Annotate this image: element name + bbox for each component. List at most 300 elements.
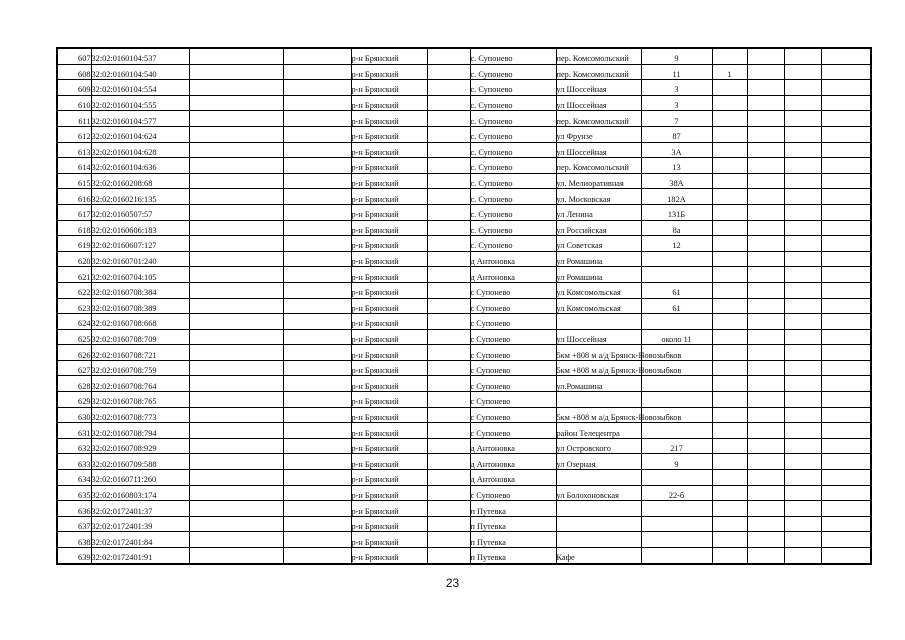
row-number: 623	[57, 298, 91, 314]
district-cell: р-н Брянский	[351, 80, 427, 96]
street-cell: район Телецентра	[556, 423, 641, 439]
empty-cell	[821, 220, 871, 236]
house-cell: 87	[641, 126, 712, 142]
cadastral-number: 32:02:0160708:709	[91, 329, 189, 345]
empty-cell	[427, 282, 470, 298]
corpus-cell	[712, 392, 747, 408]
corpus-cell	[712, 454, 747, 470]
table-row	[57, 267, 871, 283]
street-cell: Кафе	[556, 548, 641, 564]
corpus-cell	[712, 204, 747, 220]
street-cell: ул Озерная	[556, 454, 641, 470]
house-cell: около 11	[641, 329, 712, 345]
empty-cell	[283, 142, 351, 158]
empty-cell	[747, 282, 784, 298]
row-number: 637	[57, 516, 91, 532]
house-cell	[641, 423, 712, 439]
empty-cell	[784, 204, 821, 220]
empty-cell	[747, 392, 784, 408]
empty-cell	[283, 95, 351, 111]
empty-cell	[747, 126, 784, 142]
corpus-cell	[712, 158, 747, 174]
house-cell	[641, 251, 712, 267]
empty-cell	[784, 48, 821, 64]
house-cell: 61	[641, 298, 712, 314]
registry-table-body	[57, 48, 871, 564]
corpus-cell	[712, 438, 747, 454]
district-cell: р-н Брянский	[351, 204, 427, 220]
row-number: 635	[57, 485, 91, 501]
empty-cell	[427, 532, 470, 548]
empty-cell	[189, 48, 283, 64]
empty-cell	[189, 204, 283, 220]
table-row	[57, 485, 871, 501]
empty-cell	[427, 48, 470, 64]
empty-cell	[189, 111, 283, 127]
house-cell: 12	[641, 236, 712, 252]
settlement-cell: д Антоновка	[470, 438, 556, 454]
empty-cell	[747, 329, 784, 345]
empty-cell	[283, 532, 351, 548]
settlement-cell: с. Супонево	[470, 80, 556, 96]
empty-cell	[821, 111, 871, 127]
corpus-cell	[712, 298, 747, 314]
street-cell: пер. Комсомольский	[556, 48, 641, 64]
district-cell: р-н Брянский	[351, 392, 427, 408]
empty-cell	[821, 470, 871, 486]
corpus-cell	[712, 532, 747, 548]
empty-cell	[427, 360, 470, 376]
street-cell: ул Комсомольская	[556, 298, 641, 314]
empty-cell	[189, 470, 283, 486]
cadastral-number: 32:02:0172401:37	[91, 501, 189, 517]
cadastral-number: 32:02:0160708:668	[91, 314, 189, 330]
settlement-cell: с. Супонево	[470, 142, 556, 158]
empty-cell	[189, 438, 283, 454]
empty-cell	[747, 532, 784, 548]
empty-cell	[747, 454, 784, 470]
row-number: 628	[57, 376, 91, 392]
district-cell: р-н Брянский	[351, 220, 427, 236]
district-cell: р-н Брянский	[351, 267, 427, 283]
empty-cell	[784, 516, 821, 532]
empty-cell	[821, 189, 871, 205]
empty-cell	[784, 548, 821, 564]
street-cell: пер. Комсомольский	[556, 158, 641, 174]
row-number: 626	[57, 345, 91, 361]
house-cell	[641, 314, 712, 330]
empty-cell	[427, 470, 470, 486]
empty-cell	[747, 111, 784, 127]
row-number: 619	[57, 236, 91, 252]
empty-cell	[784, 407, 821, 423]
cadastral-number: 32:02:0160708:389	[91, 298, 189, 314]
house-cell	[641, 392, 712, 408]
empty-cell	[747, 80, 784, 96]
empty-cell	[283, 329, 351, 345]
corpus-cell	[712, 345, 747, 361]
corpus-cell	[712, 220, 747, 236]
house-cell: 182А	[641, 189, 712, 205]
house-cell	[641, 516, 712, 532]
registry-table	[56, 47, 872, 565]
cadastral-number: 32:02:0160711:260	[91, 470, 189, 486]
district-cell: р-н Брянский	[351, 158, 427, 174]
empty-cell	[283, 126, 351, 142]
district-cell: р-н Брянский	[351, 126, 427, 142]
empty-cell	[189, 189, 283, 205]
row-number: 608	[57, 64, 91, 80]
empty-cell	[747, 189, 784, 205]
empty-cell	[283, 158, 351, 174]
district-cell: р-н Брянский	[351, 423, 427, 439]
corpus-cell	[712, 501, 747, 517]
empty-cell	[427, 236, 470, 252]
empty-cell	[747, 236, 784, 252]
empty-cell	[427, 189, 470, 205]
empty-cell	[427, 173, 470, 189]
street-cell: ул Ромашина	[556, 251, 641, 267]
empty-cell	[784, 64, 821, 80]
cadastral-number: 32:02:0160104:577	[91, 111, 189, 127]
empty-cell	[784, 438, 821, 454]
empty-cell	[784, 329, 821, 345]
empty-cell	[784, 470, 821, 486]
empty-cell	[189, 314, 283, 330]
empty-cell	[747, 220, 784, 236]
cadastral-number: 32:02:0160104:555	[91, 95, 189, 111]
row-number: 638	[57, 532, 91, 548]
empty-cell	[784, 111, 821, 127]
district-cell: р-н Брянский	[351, 532, 427, 548]
table-row	[57, 454, 871, 470]
settlement-cell: с Супонево	[470, 298, 556, 314]
table-row	[57, 501, 871, 517]
table-row	[57, 236, 871, 252]
empty-cell	[189, 501, 283, 517]
empty-cell	[747, 376, 784, 392]
table-row	[57, 360, 871, 376]
corpus-cell	[712, 548, 747, 564]
street-cell	[556, 516, 641, 532]
table-row	[57, 548, 871, 564]
table-row	[57, 220, 871, 236]
empty-cell	[283, 376, 351, 392]
district-cell: р-н Брянский	[351, 329, 427, 345]
corpus-cell	[712, 407, 747, 423]
house-cell: 61	[641, 282, 712, 298]
street-cell: ул Шоссейная	[556, 80, 641, 96]
corpus-cell	[712, 485, 747, 501]
empty-cell	[283, 298, 351, 314]
empty-cell	[283, 516, 351, 532]
row-number: 630	[57, 407, 91, 423]
row-number: 627	[57, 360, 91, 376]
street-cell	[556, 314, 641, 330]
table-row	[57, 189, 871, 205]
district-cell: р-н Брянский	[351, 189, 427, 205]
empty-cell	[189, 142, 283, 158]
empty-cell	[784, 267, 821, 283]
empty-cell	[821, 392, 871, 408]
empty-cell	[821, 64, 871, 80]
row-number: 617	[57, 204, 91, 220]
empty-cell	[189, 548, 283, 564]
empty-cell	[747, 173, 784, 189]
corpus-cell	[712, 111, 747, 127]
settlement-cell: с Супонево	[470, 376, 556, 392]
empty-cell	[427, 64, 470, 80]
empty-cell	[283, 111, 351, 127]
empty-cell	[427, 158, 470, 174]
street-cell: ул Фрунзе	[556, 126, 641, 142]
empty-cell	[747, 470, 784, 486]
cadastral-number: 32:02:0160708:759	[91, 360, 189, 376]
empty-cell	[189, 407, 283, 423]
street-cell: ул Ромашина	[556, 267, 641, 283]
street-cell: ул Ленина	[556, 204, 641, 220]
empty-cell	[427, 485, 470, 501]
table-row	[57, 298, 871, 314]
empty-cell	[747, 64, 784, 80]
corpus-cell	[712, 314, 747, 330]
house-cell: 131Б	[641, 204, 712, 220]
district-cell: р-н Брянский	[351, 548, 427, 564]
empty-cell	[784, 454, 821, 470]
empty-cell	[784, 485, 821, 501]
empty-cell	[747, 204, 784, 220]
cadastral-number: 32:02:0160708:384	[91, 282, 189, 298]
empty-cell	[784, 501, 821, 517]
district-cell: р-н Брянский	[351, 173, 427, 189]
street-cell: пер. Комсомольский	[556, 111, 641, 127]
settlement-cell: с. Супонево	[470, 48, 556, 64]
cadastral-number: 32:02:0160701:240	[91, 251, 189, 267]
empty-cell	[189, 95, 283, 111]
settlement-cell: с. Супонево	[470, 220, 556, 236]
empty-cell	[283, 80, 351, 96]
house-cell	[641, 548, 712, 564]
empty-cell	[427, 204, 470, 220]
empty-cell	[821, 267, 871, 283]
cadastral-number: 32:02:0160208:68	[91, 173, 189, 189]
table-row	[57, 204, 871, 220]
empty-cell	[747, 438, 784, 454]
house-cell: 217	[641, 438, 712, 454]
empty-cell	[821, 251, 871, 267]
corpus-cell	[712, 126, 747, 142]
table-row	[57, 48, 871, 64]
settlement-cell: с. Супонево	[470, 64, 556, 80]
empty-cell	[427, 95, 470, 111]
empty-cell	[821, 501, 871, 517]
street-cell: пер. Комсомольский	[556, 64, 641, 80]
table-row	[57, 407, 871, 423]
empty-cell	[784, 158, 821, 174]
table-row	[57, 438, 871, 454]
row-number: 607	[57, 48, 91, 64]
cadastral-number: 32:02:0172401:84	[91, 532, 189, 548]
empty-cell	[283, 220, 351, 236]
row-number: 615	[57, 173, 91, 189]
empty-cell	[784, 251, 821, 267]
district-cell: р-н Брянский	[351, 360, 427, 376]
empty-cell	[747, 267, 784, 283]
street-cell: ул Советская	[556, 236, 641, 252]
cadastral-number: 32:02:0160709:588	[91, 454, 189, 470]
empty-cell	[189, 298, 283, 314]
table-row	[57, 95, 871, 111]
corpus-cell	[712, 48, 747, 64]
empty-cell	[784, 80, 821, 96]
empty-cell	[821, 48, 871, 64]
settlement-cell: с. Супонево	[470, 111, 556, 127]
empty-cell	[747, 407, 784, 423]
empty-cell	[784, 423, 821, 439]
empty-cell	[821, 345, 871, 361]
district-cell: р-н Брянский	[351, 501, 427, 517]
empty-cell	[821, 329, 871, 345]
table-row	[57, 345, 871, 361]
empty-cell	[784, 126, 821, 142]
empty-cell	[821, 516, 871, 532]
empty-cell	[283, 501, 351, 517]
empty-cell	[427, 423, 470, 439]
settlement-cell: п Путевка	[470, 516, 556, 532]
empty-cell	[821, 142, 871, 158]
settlement-cell: с Супонево	[470, 360, 556, 376]
district-cell: р-н Брянский	[351, 142, 427, 158]
district-cell: р-н Брянский	[351, 376, 427, 392]
empty-cell	[189, 282, 283, 298]
row-number: 621	[57, 267, 91, 283]
row-number: 611	[57, 111, 91, 127]
cadastral-number: 32:02:0160704:105	[91, 267, 189, 283]
empty-cell	[821, 126, 871, 142]
corpus-cell	[712, 173, 747, 189]
empty-cell	[747, 501, 784, 517]
street-cell: ул.Ромашина	[556, 376, 641, 392]
street-cell	[556, 470, 641, 486]
empty-cell	[784, 236, 821, 252]
street-cell: 5км +808 м а/д Брянск-Новозыбков	[556, 360, 641, 376]
empty-cell	[821, 360, 871, 376]
empty-cell	[189, 251, 283, 267]
empty-cell	[821, 314, 871, 330]
street-cell	[556, 501, 641, 517]
cadastral-number: 32:02:0160606:183	[91, 220, 189, 236]
district-cell: р-н Брянский	[351, 314, 427, 330]
cadastral-number: 32:02:0160708:929	[91, 438, 189, 454]
house-cell: 9	[641, 48, 712, 64]
settlement-cell: с Супонево	[470, 392, 556, 408]
house-cell: 8а	[641, 220, 712, 236]
house-cell	[641, 376, 712, 392]
settlement-cell: с Супонево	[470, 407, 556, 423]
settlement-cell: п Путевка	[470, 501, 556, 517]
table-row	[57, 532, 871, 548]
empty-cell	[821, 548, 871, 564]
house-cell	[641, 470, 712, 486]
empty-cell	[283, 189, 351, 205]
corpus-cell	[712, 236, 747, 252]
district-cell: р-н Брянский	[351, 64, 427, 80]
settlement-cell: с. Супонево	[470, 189, 556, 205]
empty-cell	[747, 423, 784, 439]
empty-cell	[283, 314, 351, 330]
district-cell: р-н Брянский	[351, 95, 427, 111]
page-number: 23	[445, 576, 460, 590]
empty-cell	[189, 64, 283, 80]
empty-cell	[427, 220, 470, 236]
empty-cell	[821, 407, 871, 423]
empty-cell	[427, 501, 470, 517]
row-number: 632	[57, 438, 91, 454]
empty-cell	[784, 142, 821, 158]
empty-cell	[283, 251, 351, 267]
empty-cell	[821, 376, 871, 392]
street-cell	[556, 392, 641, 408]
district-cell: р-н Брянский	[351, 516, 427, 532]
table-row	[57, 423, 871, 439]
cadastral-number: 32:02:0160104:540	[91, 64, 189, 80]
table-row	[57, 470, 871, 486]
empty-cell	[283, 360, 351, 376]
cadastral-number: 32:02:0160507:57	[91, 204, 189, 220]
district-cell: р-н Брянский	[351, 236, 427, 252]
empty-cell	[283, 454, 351, 470]
cadastral-number: 32:02:0160708:773	[91, 407, 189, 423]
street-cell: ул. Мелиоративная	[556, 173, 641, 189]
street-cell: ул Шоссейная	[556, 329, 641, 345]
cadastral-number: 32:02:0172401:91	[91, 548, 189, 564]
empty-cell	[784, 173, 821, 189]
house-cell	[641, 532, 712, 548]
table-row	[57, 314, 871, 330]
empty-cell	[821, 80, 871, 96]
street-cell	[556, 532, 641, 548]
settlement-cell: с. Супонево	[470, 173, 556, 189]
empty-cell	[283, 48, 351, 64]
corpus-cell	[712, 95, 747, 111]
table-row	[57, 516, 871, 532]
empty-cell	[821, 454, 871, 470]
cadastral-number: 32:02:0172401:39	[91, 516, 189, 532]
settlement-cell: с Супонево	[470, 282, 556, 298]
empty-cell	[283, 485, 351, 501]
cadastral-number: 32:02:0160708:765	[91, 392, 189, 408]
empty-cell	[747, 158, 784, 174]
empty-cell	[189, 485, 283, 501]
empty-cell	[189, 376, 283, 392]
empty-cell	[747, 360, 784, 376]
empty-cell	[821, 298, 871, 314]
corpus-cell	[712, 80, 747, 96]
street-cell: 5км +808 м а/д Брянск-Новозыбков	[556, 345, 641, 361]
empty-cell	[784, 220, 821, 236]
empty-cell	[427, 111, 470, 127]
empty-cell	[427, 392, 470, 408]
empty-cell	[821, 158, 871, 174]
empty-cell	[427, 314, 470, 330]
empty-cell	[821, 236, 871, 252]
settlement-cell: с Супонево	[470, 485, 556, 501]
empty-cell	[747, 142, 784, 158]
empty-cell	[784, 282, 821, 298]
house-cell: 13	[641, 158, 712, 174]
corpus-cell	[712, 267, 747, 283]
empty-cell	[747, 516, 784, 532]
